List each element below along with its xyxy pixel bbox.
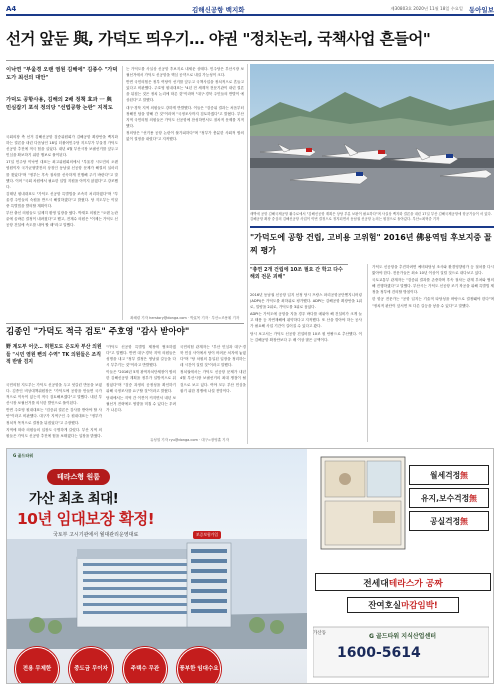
ad-benefit-highlight: 無 xyxy=(460,516,468,526)
article-column-4 xyxy=(372,264,494,440)
ad-bar2-text: 잔여호실 xyxy=(368,601,402,611)
ad-benefit-item xyxy=(409,465,489,485)
ad-benefit-text: 유지,보수걱정 xyxy=(421,493,470,503)
ad-right-panel xyxy=(307,449,494,684)
lead-subhead-text: 이낙연 "부울경 오랜 염원 김해에" 김종수 "가덕도가 최선의 대안" xyxy=(6,67,118,82)
ad-bar2-highlight: 마감임박! xyxy=(401,601,438,611)
byline: 최혜령 기자 herstory@donga.com · 박효목 기자 · 부산=조용휘 기자 xyxy=(130,316,240,320)
issue-meta: 제30803호 2020년 11월 18일 수요일 xyxy=(390,6,463,11)
paragraph: ADPi는 가덕도에 공항을 지을 경우 바다를 메워야 해 건설비가 크게 늘고 태풍 등 자연재해에 취약하다고 지적했다. 또 산을 깎아야 하는 공사가 필요해 사업 기간이 길어질 수 있다고 봤다. xyxy=(250,312,362,329)
airport-photo xyxy=(250,64,494,210)
ad-feature-circle: 주택수 무관 xyxy=(123,647,167,684)
lead-subhead-2-text: 가덕도 공항사용, 김해의 2배 정책 효과 ㅡ 與 민심잡기 포석 정의당 "선법공항 논란" 지적도 xyxy=(6,97,113,112)
paragraph: 정치권에서는 가덕도 신공항 문제가 내년 4월 부산시장 보궐선거의 최대 쟁점이 될 것으로 보고 있다. 여야 모두 부산 민심을 잡기 위한 경쟁에 나설 전망이다. xyxy=(180,370,246,393)
ad-bar-text: 전세대 xyxy=(363,578,389,589)
paragraph: 반면 주호영 원내대표는 "검증위 결론은 감사를 받아야 할 사안"이라고 비판했다. 대구가 지역구인 주 원내대표는 "정부가 정치적 목적으로 결정을 뒤집었다"고 주장했다. xyxy=(6,408,102,425)
headline-divider xyxy=(6,60,494,61)
paragraph: 2016년 동남권 신공항 입지 선정 당시 프랑스 파리공항공단엔지니어링(ADPi)은 가덕도를 최하위로 평가했다. ADPi는 김해공항 확장안을 1위로, 밀양을 2위로, 가덕도를 3위로 꼽았다. xyxy=(250,293,362,310)
paragraph: 반면 국민의힘은 정부 여당이 선거를 앞두고 국책사업을 정치적으로 흔들고 있다고 비판했다. 주호영 원내대표는 "4년 전 세계적 전문기관이 내린 결론을 뒤집는 것은 정치 논리에 따른 것"이라며 "대구·경북 주민들의 반발이 예상된다"고 말했다. xyxy=(126,80,244,103)
ad-terrace-bar xyxy=(315,573,491,591)
ad-office-location: 가산동 xyxy=(313,631,327,636)
ad-subline: 국토부 고시기관에서 월대관리운영대료 xyxy=(53,532,139,538)
main-headline: 선거 앞둔 與, 가덕도 띄우기… 야권 "정치논리, 국책사업 흔들어" xyxy=(6,30,431,48)
article-column-2 xyxy=(126,66,244,320)
ad-headline-1: 가산 최초 최대! xyxy=(29,491,119,507)
paragraph: 김태년 원내대표도 "가덕도 신공항 특별법을 조속히 처리하겠다"며 "부울경 주민들의 숙원을 반드시 해결하겠다"고 밝혔다. 당 지도부는 이달 중 특별법을 발의할 계획이다. xyxy=(6,191,118,209)
paragraph: 국민의힘 지도부는 가덕도 신공항을 두고 엇갈린 반응을 보였다. 김종인 비상대책위원장은 "가덕도에 공항을 만들면 국가적으로 이득이 있는지 적극 검토해보겠다"고 말했다. 내년 부산시장 보궐선거를 의식한 발언으로 풀이된다. xyxy=(6,383,102,406)
section2-column-1 xyxy=(6,382,102,444)
newspaper-name: 동아일보 xyxy=(468,5,494,14)
paragraph: 부산 출신 의원들도 일제히 환영 입장을 냈다. 박재호 의원은 "오랜 논란 끝에 올바른 결정이 내려졌다"고 했고, 전재수 의원은 "이제는 가덕도 신공항 건설에 속도를 내야 할 때"라고 말했다. xyxy=(6,211,118,228)
building-illustration xyxy=(7,539,307,649)
ad-left-panel xyxy=(7,449,307,684)
paragraph: 이들은 "2016년 5개 광역자치단체장이 합의한 김해신공항 계획을 정부가 일방적으로 뒤집었다"며 "검증 과정의 공정성을 확인하기 위해 국정조사를 요구할 것"이라고 밝혔다. xyxy=(106,370,176,393)
paragraph: 는 가덕도를 사실상 신공항 후보지로 내세운 상태다. 민주당은 부산시장 보궐선거에서 가덕도 신공항을 핵심 공약으로 내걸 가능성이 크다. xyxy=(126,67,244,78)
ad-benefit-highlight: 無 xyxy=(469,493,477,503)
section2-subhead: 野 계도부 어긋… 허현도도 온도차 부산 의원들 "시민 염원 뻔의 수역" TK 의원들은 조직적 반발 검지 xyxy=(6,344,102,365)
ad-pill: 테라스형 원룸 xyxy=(47,469,110,485)
paragraph: 국토교통부 관계자는 "검증위 결과를 존중하며 후속 절차는 관계 부처와 협의해 진행하겠다"고 말했다. 부산시는 가덕도 신공항 조기 착공을 위해 특별법 제정을 정부에 건의할 방침이다. xyxy=(372,278,494,295)
advertisement[interactable] xyxy=(6,448,494,684)
ad-benefit-text: 공실걱정 xyxy=(430,516,461,526)
ad-phone-number[interactable]: 1600-5614 xyxy=(337,645,421,661)
lead-subhead xyxy=(6,66,118,82)
paragraph: 국회의장 측 선거 김해신공항 검증위원회가 김해공항 확장안을 백지화하는 결론을 내린 다음날인 18일 더불어민주당 지도부가 부울경 가덕도 신공항 추진에 적극 힘을 실었다. 내년 4월 부산시장 보궐선거를 앞두고 민심을 확보하기 위한 행보로 풀이된다. xyxy=(6,135,118,158)
ad-benefit-highlight: 無 xyxy=(460,470,468,480)
ad-feature-circle: 풍부한 임대수요 xyxy=(177,647,221,684)
column-divider xyxy=(122,66,123,320)
ad-logo xyxy=(13,453,33,459)
byline: 유성열 기자 ryu@donga.com · 대구=장영훈 기자 xyxy=(150,438,229,442)
section2-divider xyxy=(6,323,244,324)
ad-benefit-item xyxy=(409,511,489,531)
ad-logo-text: G 골드타워 xyxy=(13,453,34,458)
section2-headline: 김종인 "가덕도 적극 검토" 주호영 "감사 받아야" xyxy=(6,327,190,337)
ad-feature-circle: 중도금 무이자 xyxy=(69,647,113,684)
floor-plan-illustration xyxy=(317,453,409,553)
section2-column-3 xyxy=(180,344,246,436)
ad-badge: 보증보험가입 xyxy=(193,531,221,539)
ad-feature-circle: 전용 무제한 xyxy=(15,647,59,684)
side-subhead: "총연 2개 건립에 10조 필요 간 학고 다수 해외 전문 괴해" xyxy=(250,264,348,281)
column-divider xyxy=(367,264,368,442)
paragraph: 정의당은 "선거용 공항 논란이 불가피하다"며 "정부가 충분한 사회적 합의 없이 결정을 내렸다"고 지적했다. xyxy=(126,130,244,142)
ad-closing-bar xyxy=(347,597,459,613)
paragraph: 지역에 따라 의원들의 입장도 극명하게 갈렸다. 부산 지역 의원들은 가덕도 신공항 추진에 힘을 보태겠다는 입장을 밝혔다. xyxy=(6,427,102,438)
ad-benefit-text: 월세걱정 xyxy=(430,470,461,480)
paragraph: 가덕도 신공항을 추진하려면 예비타당성 조사와 환경영향평가 등 절차를 다시 밟아야 한다. 전문가들은 최소 10년 이상이 걸릴 것으로 내다보고 있다. xyxy=(372,265,494,276)
paragraph: "가덕도 신공항 특별법 제정에 협조하겠다"고 말했다. 반면 대구·경북 지역 의원들은 성명을 내고 "정부 결정은 영남권 갈등을 다시 부추기는 것"이라고 반발했다. xyxy=(106,345,176,368)
box-headline: "가덕도에 공항 건립, 고비용 고위험" 2016년 佛용역팀 후보지중 꼴찌 평가 xyxy=(250,226,494,260)
ad-headline-2: 10년 임대보장 확정! xyxy=(17,510,155,528)
photo-caption: 새벽에 공항 김해국제공항 활주로에서 "김해신공항 계획은 상당 부분 보완이 필요하다"며 사실상 백지화 결론을 내린 17일 부산 김해국제공항에 항공기들이 서 있다. 김해공항 확장 중심의 김해신공항 사업이 이번 결정으로 정지되면서 동남권 신공항 논의는 원점으로 돌아갔다. 부산=최혁중 기자 xyxy=(250,212,492,221)
article-column-1 xyxy=(6,134,118,320)
lead-subhead-2 xyxy=(6,96,118,112)
ad-benefit-list xyxy=(409,465,489,531)
paragraph: 당시 보고서는 가덕도 신공항 건설비를 10조 원 안팎으로 추산했다. 이는 김해공항 확장안보다 두 배 이상 많은 금액이다. xyxy=(250,331,362,342)
section-divider xyxy=(247,64,248,444)
ad-brand: G 골드타워 지식산업센터 xyxy=(369,633,437,640)
article-column-3 xyxy=(250,292,362,442)
paragraph: 대구·경북 지역 의원들도 강하게 반발했다. 이들은 "검증위 결과는 처음부터 정해진 답을 향해 간 것"이라며 "국정조사까지 검토하겠다"고 밝혔다. 부산 지역 국민의힘 의원들은 가덕도 신공항에 찬성하면서도 절차적 문제를 지적했다. xyxy=(126,105,244,128)
paragraph: 한 항공 전문가는 "공항 입지는 기술적 타당성을 바탕으로 결정돼야 한다"며 "정치적 판단이 앞서면 또 다른 갈등을 낳을 수 있다"고 말했다. xyxy=(372,297,494,308)
section2-column-2 xyxy=(106,344,176,444)
paragraph: 당내에서는 지역 간 이견이 커지면서 내년 보궐선거 전략에도 영향을 미칠 수 있다는 우려가 나온다. xyxy=(106,395,176,412)
paragraph: 국민의힘 관계자는 "부산 민심과 대구·경북 민심 사이에서 당이 어려운 처지에 놓였다"며 "당 차원의 통일된 입장을 정리하는 데 시간이 걸릴 것"이라고 말했다. xyxy=(180,345,246,368)
ad-benefit-item xyxy=(409,488,489,508)
page-number: A4 xyxy=(6,5,17,13)
page-header xyxy=(6,4,494,16)
airport-photo-image xyxy=(250,64,494,210)
ad-feature-circles xyxy=(15,647,221,684)
section-title: 김해신공항 백지화 xyxy=(192,5,245,14)
ad-bar-highlight: 테라스가 공짜 xyxy=(388,578,443,589)
paragraph: 17일 민주당 이낙연 대표는 최고위원회의에서 "부울경 시도민의 오랜 염원이자 국가균형발전의 상징인 동남권 신공항 문제가 해결의 실마리를 찾았다"며 "정부는 후속 절차를 신속하게 진행해 주기 바란다"고 말했다. 이어 "국회 차원에서 필요한 입법 지원을 아끼지 않겠다"고 강조했다. xyxy=(6,160,118,189)
